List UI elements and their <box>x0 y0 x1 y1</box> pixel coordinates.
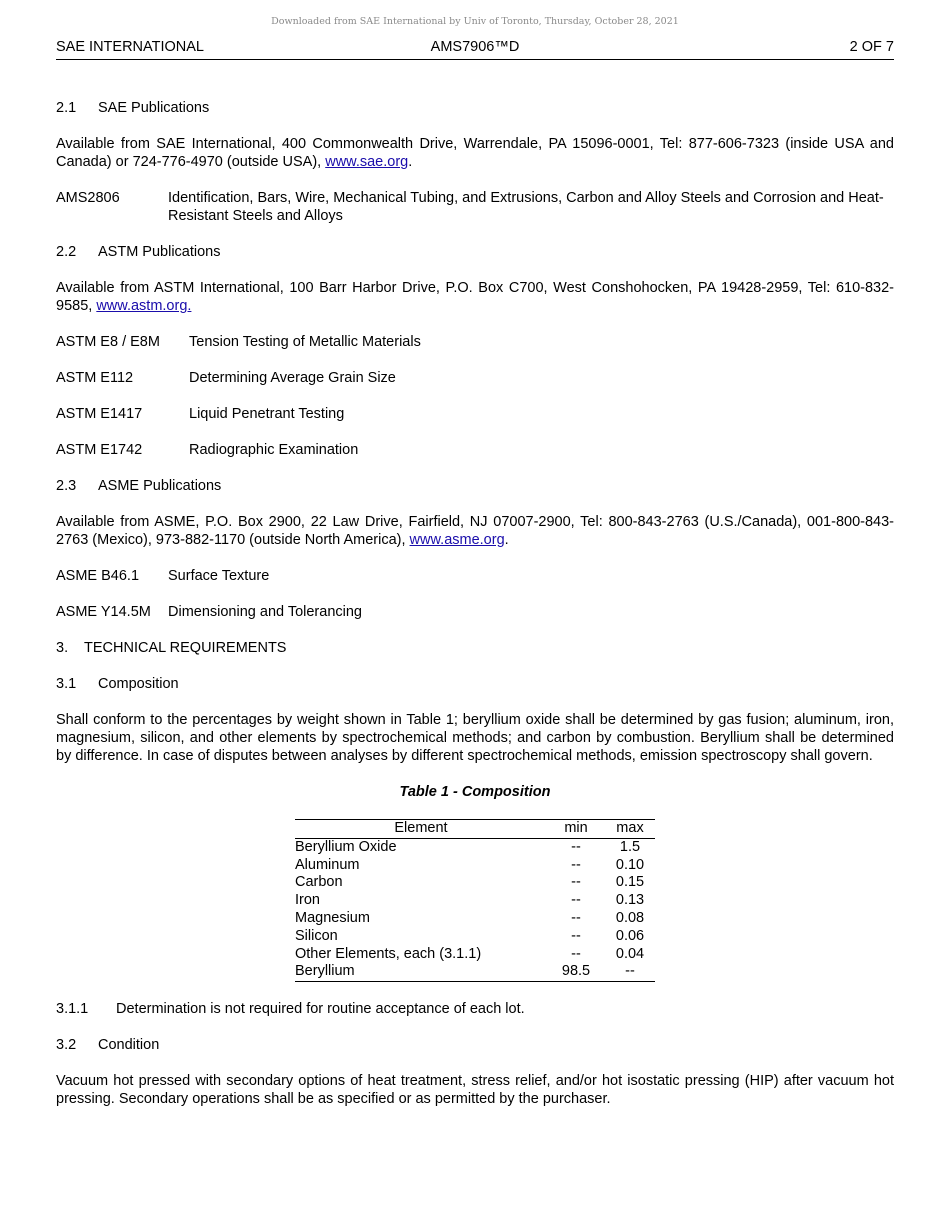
section-3-1-heading: 3.1 Composition <box>56 676 179 692</box>
section-2-3-paragraph: Available from ASME, P.O. Box 2900, 22 Law Drive, Fairfield, NJ 07007-2900, Tel: 800-843-2763 (U.S./Canada), 001-800-843-2763 (Mexico), 973-882-1170 (outside North America), www.asme.org. <box>56 514 894 548</box>
table-row: Other Elements, each (3.1.1) -- 0.04 <box>295 945 645 962</box>
asme-website-link[interactable]: www.asme.org <box>409 532 505 548</box>
reference-astm-e112: ASTM E112 Determining Average Grain Size <box>56 370 396 386</box>
section-2-3-heading: 2.3 ASME Publications <box>56 478 222 494</box>
reference-ams2806: AMS2806 Identification, Bars, Wire, Mechanical Tubing, and Extrusions, Carbon and Alloy Steels and Corrosion and Heat-Resistant Steels and Alloys <box>56 190 884 224</box>
section-3-1-paragraph: Shall conform to the percentages by weight shown in Table 1; beryllium oxide shall be determined by gas fusion; aluminum, iron, magnesium, silicon, and other elements by spectrochemical methods; and carbon by combustion. Beryllium shall be determined by difference. In case of disputes between analyses by different spectrochemical methods, emission spectroscopy shall govern. <box>56 712 894 764</box>
column-header-min: min <box>547 820 605 839</box>
section-3-heading: 3. TECHNICAL REQUIREMENTS <box>56 640 287 656</box>
section-3-1-1: 3.1.1 Determination is not required for routine acceptance of each lot. <box>56 1001 525 1018</box>
reference-asme-y14-5m: ASME Y14.5M Dimensioning and Tolerancing <box>56 604 362 620</box>
table-row: Silicon -- 0.06 <box>295 927 645 944</box>
table-row: Carbon -- 0.15 <box>295 874 645 891</box>
table-row: Beryllium 98.5 -- <box>295 963 655 981</box>
section-2-1-heading: 2.1 SAE Publications <box>56 100 210 116</box>
table-row: Magnesium -- 0.08 <box>295 909 645 926</box>
download-watermark: Downloaded from SAE International by Univ of Toronto, Thursday, October 28, 2021 <box>271 16 679 27</box>
header-document-id: AMS7906™D <box>430 39 520 55</box>
astm-website-link[interactable]: www.astm.org. <box>96 298 192 314</box>
header-publisher: SAE INTERNATIONAL <box>56 39 204 55</box>
table-header-row <box>295 820 655 839</box>
table-row: Beryllium Oxide -- 1.5 <box>295 838 641 855</box>
table-row: Aluminum -- 0.10 <box>295 856 645 873</box>
document-body <box>56 99 894 1108</box>
composition-table <box>295 819 655 982</box>
column-header-max: max <box>605 820 655 839</box>
sae-website-link[interactable]: www.sae.org <box>325 154 409 170</box>
page-header <box>56 39 894 60</box>
reference-astm-e8: ASTM E8 / E8M Tension Testing of Metallic Materials <box>56 334 421 350</box>
reference-astm-e1742: ASTM E1742 Radiographic Examination <box>56 442 359 458</box>
reference-astm-e1417: ASTM E1417 Liquid Penetrant Testing <box>56 406 345 422</box>
section-3-2-heading: 3.2 Condition <box>56 1037 160 1054</box>
reference-asme-b46-1: ASME B46.1 Surface Texture <box>56 568 270 584</box>
section-3-2-paragraph: Vacuum hot pressed with secondary options of heat treatment, stress relief, and/or hot isostatic pressing (HIP) after vacuum hot pressing. Secondary operations shall be as specified or as permitted by the purchaser. <box>56 1073 894 1108</box>
header-page-number: 2 OF 7 <box>849 39 894 55</box>
table-1-caption: Table 1 - Composition <box>399 784 551 800</box>
section-2-2-heading: 2.2 ASTM Publications <box>56 244 221 260</box>
column-header-element: Element <box>295 820 547 839</box>
table-row: Iron -- 0.13 <box>295 892 645 909</box>
section-2-2-paragraph: Available from ASTM International, 100 Barr Harbor Drive, P.O. Box C700, West Conshohocken, PA 19428-2959, Tel: 610-832-9585, www.astm.org. <box>56 280 894 314</box>
composition-table-wrapper <box>56 819 894 982</box>
section-2-1-paragraph: Available from SAE International, 400 Commonwealth Drive, Warrendale, PA 15096-0001, Tel: 877-606-7323 (inside USA and Canada) or 724-776-4970 (outside USA), www.sae.org. <box>56 136 894 170</box>
